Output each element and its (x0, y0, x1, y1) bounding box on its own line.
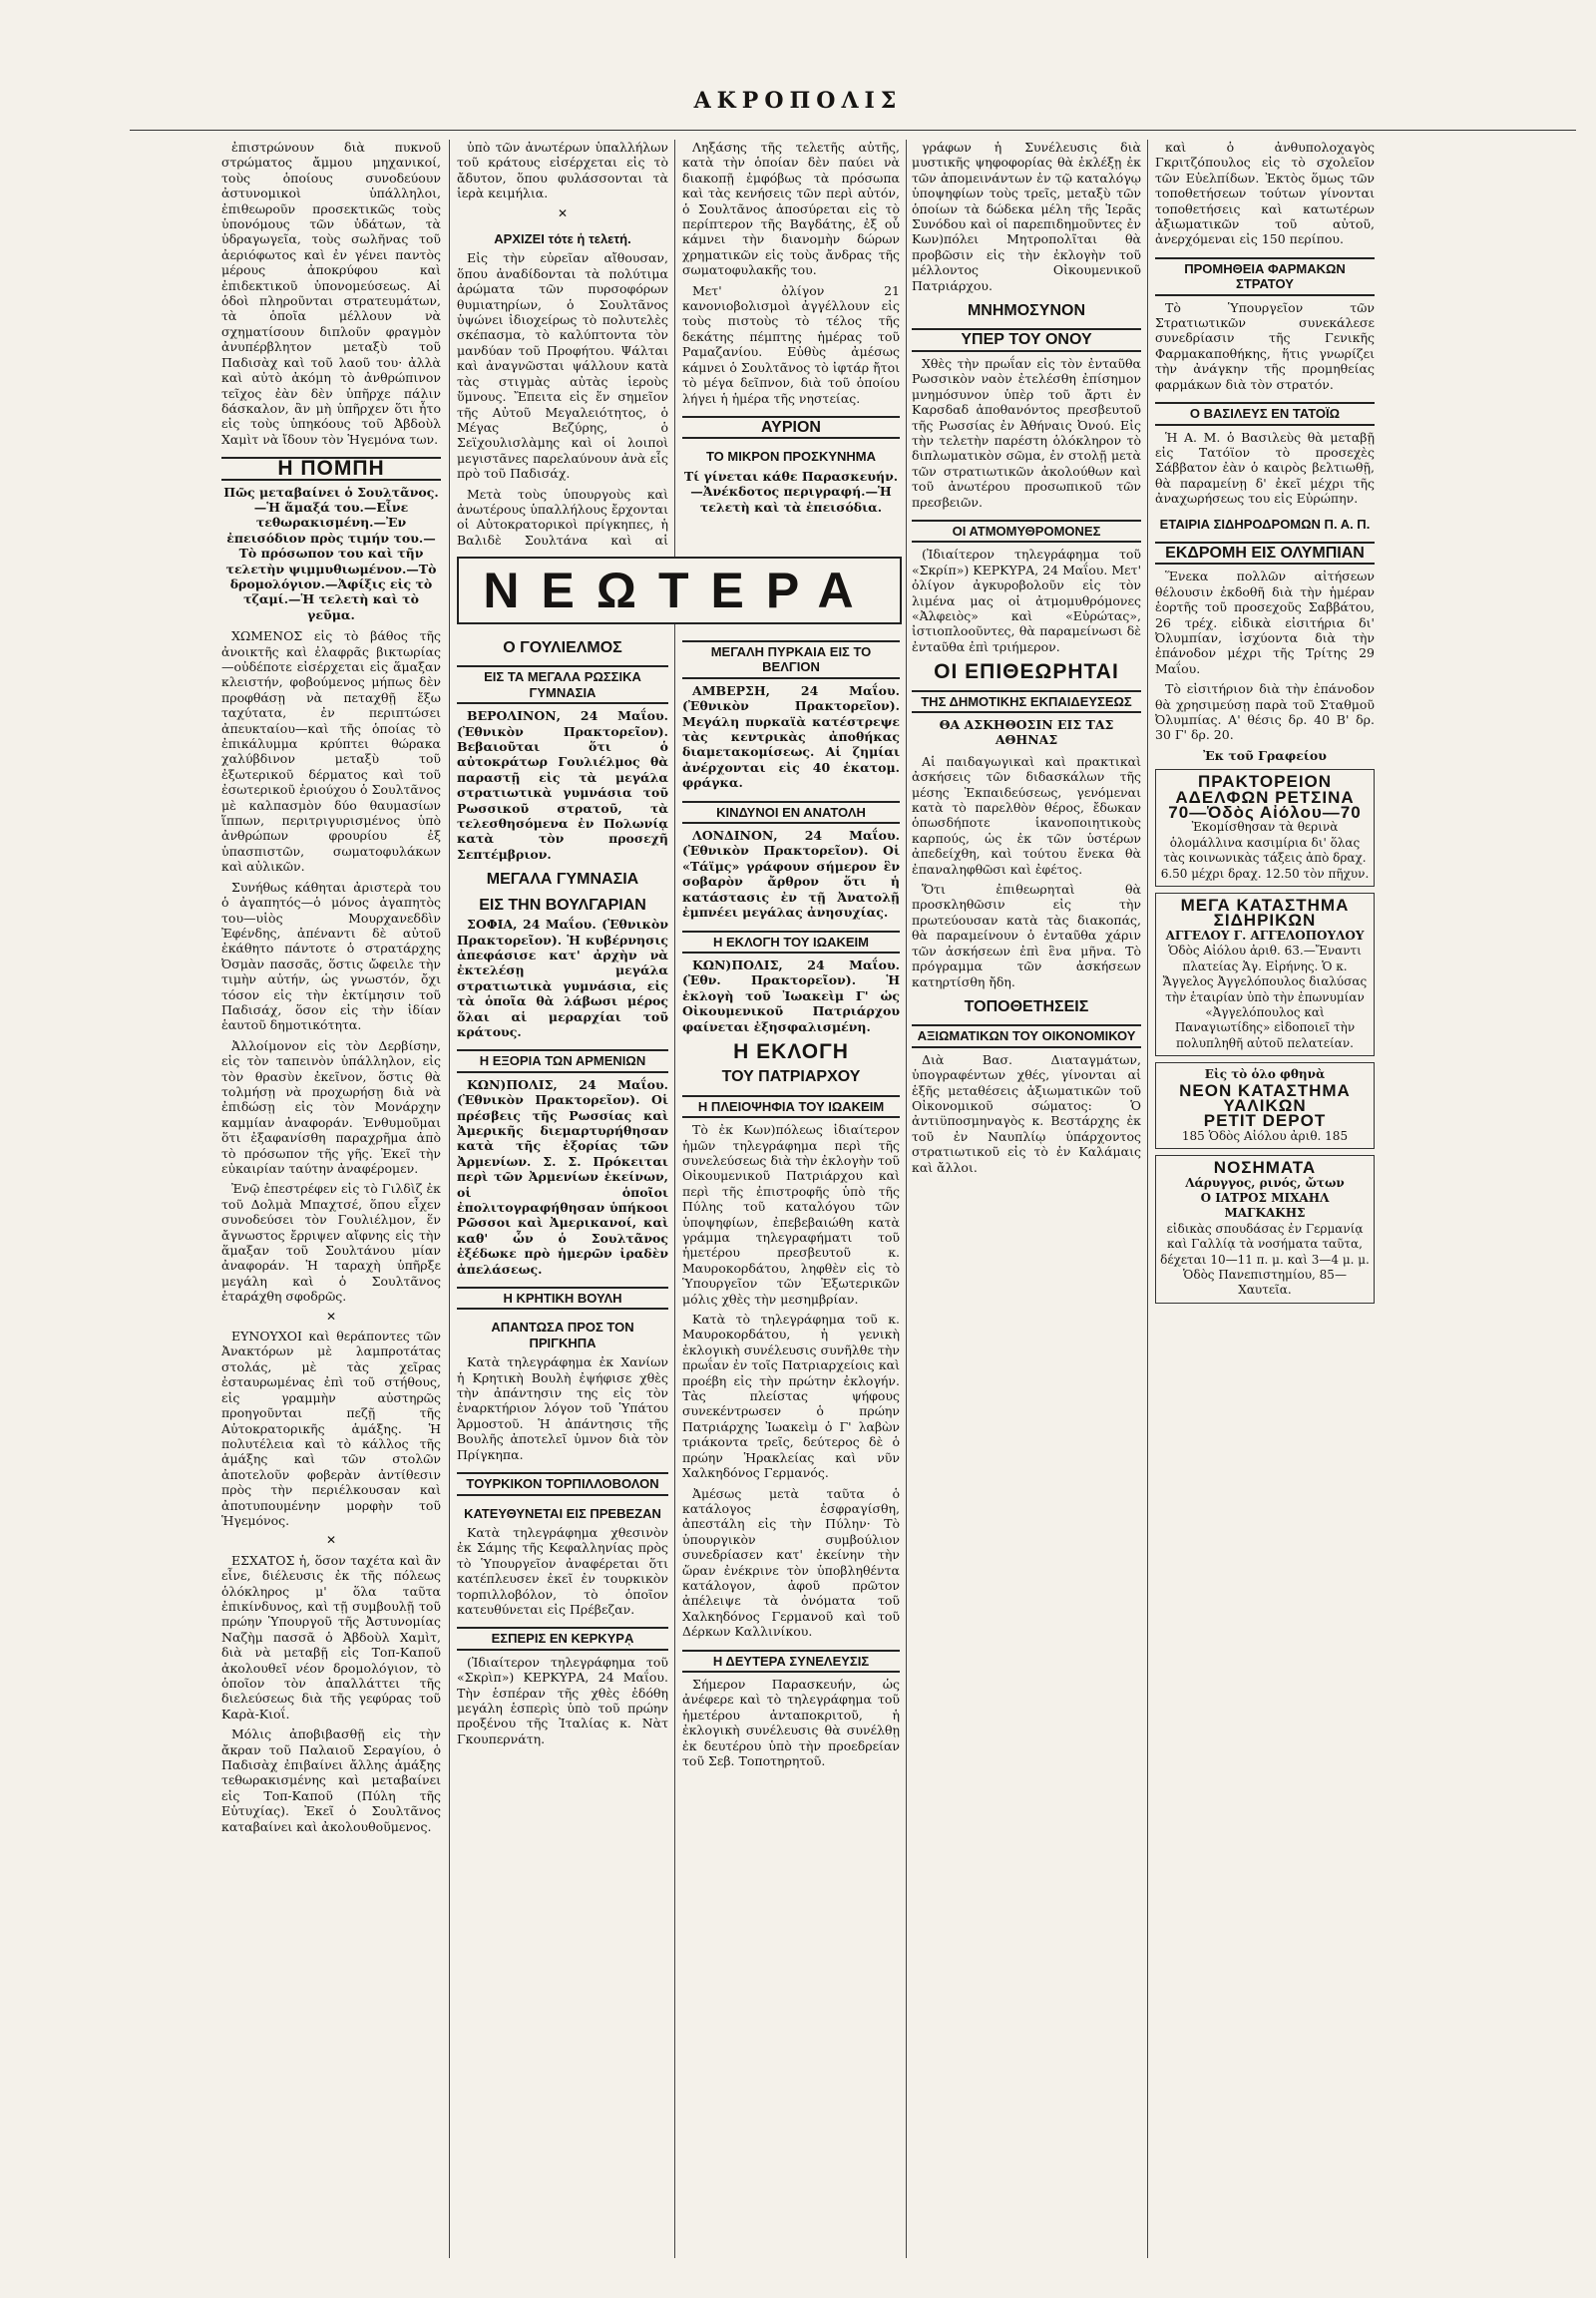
column-4 (912, 140, 1141, 2258)
paragraph: ὑπὸ τῶν ἀνωτέρων ὑπαλλήλων τοῦ κράτους εἰσέρχεται εἰς τὸ ἄδυτον, ὅπου φυλάσσονται τὰ ἱερὰ κειμήλια. (457, 140, 668, 201)
news-body: ΣΟΦΙΑ, 24 Μαΐου. (Ἐθνικὸν Πρακτορεῖον). Ἡ κυβέρνησις ἀπεφάσισε κατ' ἀρχὴν νὰ ἐκτελέσῃ μεγάλα στρατιωτικὰ γυμνάσια, εἰς τὰ ὁποῖα θὰ λάβωσι μέρος ὅλαι αἱ μεραρχίαι τοῦ κράτους. (457, 917, 668, 1039)
paragraph: ΕΥΝΟΥΧΟΙ καὶ θεράποντες τῶν Ἀνακτόρων μὲ λαμπροτάτας στολάς, μὲ τὰς χεῖρας ἐσταυρωμένας ἐπὶ τοῦ στήθους, εἰς γραμμὴν αὐστηρῶς προηγοῦνται πεζῇ τῆς Αὐτοκρατορικῆς ἁμάξης. Ἡ πολυτέλεια καὶ τὸ κάλλος τῆς ἁμάξης καὶ τῶν στολῶν ἀποτελοῦν φοβερὰν ἀντίθεσιν πρὸς τὴν περιέλκουσαν καὶ ἀποτυπουμένην μορφὴν τοῦ Ἡγεμόνος. (221, 1329, 441, 1528)
paragraph: γράφων ἡ Συνέλευσις διὰ μυστικῆς ψηφοφορίας θὰ ἐκλέξῃ ἐκ τῶν ἀπομεινάντων ἐν τῷ καταλόγῳ ὑποψηφίων τοὺς τρεῖς, μεταξὺ τῶν ὁποίων τὰ δώδεκα μέλη τῆς Ἱερᾶς Συνόδου καὶ οἱ παρεπιδημοῦντες ἐν Κων)πόλει Μητροπολῖται θὰ προβῶσιν εἰς τὴν ἐκλογὴν τοῦ μέλλοντος Οἰκουμενικοῦ Πατριάρχου. (912, 140, 1141, 293)
news-title: Η ΔΕΥΤΕΡΑ ΣΥΝΕΛΕΥΣΙΣ (682, 1650, 900, 1673)
news-title: Ο ΓΟΥΛΙΕΛΜΟΣ (503, 639, 622, 656)
column-3-news (682, 630, 900, 2258)
news-title: Η ΕΞΟΡΙΑ ΤΩΝ ΑΡΜΕΝΙΩΝ (457, 1049, 668, 1072)
separator-mark: ✕ (325, 1533, 337, 1548)
news-title: ΜΕΓΑΛΑ ΓΥΜΝΑΣΙΑ (486, 871, 639, 889)
paragraph: Μόλις ἀποβιβασθῇ εἰς τὴν ἄκραν τοῦ Παλαιοῦ Σεραγίου, ὁ Παδισὰχ ἐπιβαίνει ἄλλης ἁμάξης τεθωρακισμένης καὶ μεταβαίνει εἰς Τοπ-Καποῦ (Πύλη τῆς Εὐτυχίας). Ἐκεῖ ὁ Σουλτᾶνος καταβαίνει καὶ ἀκολουθοῦμενος. (221, 1726, 441, 1834)
column-3-top (682, 140, 900, 549)
news-body: (Ἰδιαίτερον τηλεγράφημα τοῦ «Σκρὶπ») ΚΕΡΚΥΡΑ, 24 Μαΐου. Τὴν ἑσπέραν τῆς χθὲς ἐδόθη μεγάλη ἑσπερὶς ὑπὸ τοῦ πρώην προξένου τῆς Ἰταλίας κ. Νὰτ Γκουπερνάτη. (457, 1654, 668, 1746)
section-heading: ΟΙ ΕΠΙΘΕΩΡΗΤΑΙ (934, 660, 1119, 684)
paragraph: Αἱ παιδαγωγικαὶ καὶ πρακτικαὶ ἀσκήσεις τῶν διδασκάλων τῆς μέσης Ἐκπαιδεύσεως, γενόμεναι κατὰ τὸ παρελθὸν θέρος, ἔδωκαν ὁπωσδήποτε ἱκανοποιητικοὺς καρπούς, ὡς ἐκ τῶν ὑστέρων ἀπεδείχθη, καὶ τούτου ἕνεκα θὰ ἐπαναληφθῶσι καὶ ἐφέτος. (912, 753, 1141, 877)
column-rule (906, 140, 907, 2258)
advertisement (1155, 1062, 1375, 1149)
paragraph: Χθὲς τὴν πρωΐαν εἰς τὸν ἐνταῦθα Ρωσσικὸν ναὸν ἐτελέσθη ἐπίσημον μνημόσυνον ὑπὲρ τοῦ ἄρτι ἐν Καρσδαδ ἀποθανόντος πρεσβευτοῦ τῆς Ρωσσίας ἐν Ἀθήναις Ὀνού. Εἰς τὴν τελετὴν παρέστη ὁλόκληρον τὸ διπλωματικὸν σῶμα, ἐν στολῇ μετὰ τῶν στρατιωτικῶν ἀκολούθων καὶ τοῦ ἀνωτέρου προσωπικοῦ τῶν πρεσβειῶν. (912, 355, 1141, 510)
ad-tagline: Εἰς τὸ ὁλο φθηνὰ (1204, 1067, 1326, 1082)
news-subtitle: ΚΑΤΕΥΘΥΝΕΤΑΙ ΕΙΣ ΠΡΕΒΕΖΑΝ (464, 1505, 661, 1521)
advertisement (1155, 1155, 1375, 1304)
news-body: Ἀμέσως μετὰ ταῦτα ὁ κατάλογος ἐσφραγίσθη, ἀπεστάλη εἰς τὴν Πύλην· Τὸ ὑπουργικὸν συμβούλιον συνεδρίασεν κατ' ἐκείνην τὴν ὥραν ἐνέκρινε τὸν ὑποβληθέντα κατάλογον, ἀφοῦ πρῶτον ἀπέλειψε τὰ ὀνόματα τοῦ Χαλκηδόνος Γερμανοῦ καὶ τοῦ Δέρκων Καλλινίκου. (682, 1485, 900, 1640)
separator-mark: ✕ (557, 205, 569, 220)
ad-brand: PETIT DEPOT (1203, 1111, 1327, 1131)
news-title: ΕΣΠΕΡΙΣ ΕΝ ΚΕΡΚΥΡᾼ (457, 1627, 668, 1650)
section-heading: ΤΟΠΟΘΕΤΗΣΕΙΣ (964, 997, 1089, 1015)
paragraph: καὶ ὁ ἀνθυπολοχαγὸς Γκριτζόπουλος εἰς τὸ σχολεῖον τῶν Εὐελπίδων. Ἐκτὸς ὅμως τῶν τοποθετήσεων τούτων γίνονται τοποθετήσεις καὶ κατωτέρων ἀξιωματικῶν τοῦ αὐτοῦ, ἀνερχόμεναι εἰς 150 περίπου. (1155, 140, 1375, 247)
section-heading: Η ΠΟΜΠΗ (221, 457, 441, 480)
paragraph: Συνήθως κάθηται ἀριστερὰ του ὁ ἀγαπητός—ὁ μόνος ἀγαπητὸς του—υἱὸς Μουρχανεδδὶν Ἐφένδης, ἀπέναντι δὲ αὐτοῦ ἐκάθητο πάντοτε ὁ στρατάρχης Ὀσμὰν πασσᾶς, ὅστις ὤφειλε τὴν τιμὴν αὐτήν, ὡς γνωστόν, ὄχι τόσον εἰς τὴν ἐκτίμησιν τοῦ Παδισάχ, ὅσον εἰς τὴν ἰδίαν ἑαυτοῦ δημοτικότητα. (221, 879, 441, 1033)
paragraph: Μετὰ τοὺς ὑπουργοὺς καὶ ἀνωτέρους ὑπαλλήλους ἔρχονται οἱ Αὐτοκρατορικοὶ πρίγκηπες, ἡ Βαλιδὲ Σουλτάνα καὶ αἱ (457, 486, 668, 548)
section-subheading: ΑΞΙΩΜΑΤΙΚΩΝ ΤΟΥ ΟΙΚΟΝΟΜΙΚΟΥ (912, 1024, 1141, 1047)
ad-address: 185 Ὁδὸς Αἰόλου ἀριθ. 185 (1181, 1128, 1349, 1143)
section-heading: ΕΤΑΙΡΙΑ ΣΙΔΗΡΟΔΡΟΜΩΝ Π. Α. Π. (1159, 516, 1371, 532)
section-heading: ΑΥΡΙΟΝ (682, 416, 900, 439)
news-title: Η ΚΡΗΤΙΚΗ ΒΟΥΛΗ (457, 1287, 668, 1310)
paragraph: Ἀλλοίμονον εἰς τὸν Δερβίσην, εἰς τὸν ταπεινὸν ὑπάλληλον, εἰς τὸν θρασὺν ἐκεῖνον, ὅστις θὰ τολμήσῃ νὰ προχωρήσῃ διὰ νὰ ἐπιδώσῃ εἰς τὸν Μονάρχην καμμίαν ἀναφοράν. Ἐνθυμοῦμαι ὅτι ἐξαφανίσθη παραχρῆμα ἀπὸ τὸ πρόσωπον τῆς γῆς. Ἐκεῖ τὴν εὐκαιρίαν ταύτην ἀναφέρομεν. (221, 1037, 441, 1176)
news-title: Η ΕΚΛΟΓΗ ΤΟΥ ΙΩΑΚΕΙΜ (682, 931, 900, 954)
section-heading: Ο ΒΑΣΙΛΕΥΣ ΕΝ ΤΑΤΟΪΩ (1155, 402, 1375, 425)
paragraph: Ἐνῷ ἐπεστρέφεν εἰς τὸ Γιλδὶζ ἐκ τοῦ Δολμὰ Μπαχτσέ, ὅπου εἶχεν συνοδεύσει τὸν Γουλιέλμον, ἕν ἄγνωστος ἔρριψεν αἴφνης εἰς τὴν ἅμαξαν τοῦ Σουλτάνου μίαν ἀναφοράν. Ἡ ταραχὴ ὑπῆρξε μεγάλη καὶ ὁ Σουλτᾶνος ἐταράχθη σφοδρῶς. (221, 1181, 441, 1305)
advertisement (1155, 769, 1375, 887)
news-body: Κατὰ τηλεγράφημα ἐκ Χανίων ἡ Κρητικὴ Βουλὴ ἐψήφισε χθὲς τὴν ἀπάντησιν της εἰς τὸν ἐναρκτήριον λόγον τοῦ Ὑπάτου Ἁρμοστοῦ. Ἡ ἀπάντησις τῆς Βουλῆς ἀποτελεῖ ὑμνον διὰ τὸν Πρίγκηπα. (457, 1354, 668, 1462)
ad-body: εἰδικὰς σπουδάσας ἐν Γερμανίᾳ καὶ Γαλλίᾳ τὰ νοσήματα ταῦτα, δέχεται 10—11 π. μ. καὶ 3—4 μ. μ. Ὁδὸς Πανεπιστημίου, 85—Χαυτεῖα. (1160, 1221, 1370, 1298)
news-title: ΤΟΥΡΚΙΚΟΝ ΤΟΡΠΙΛΛΟΒΟΛΟΝ (457, 1472, 668, 1495)
ad-title: ΝΟΣΗΜΑΤΑ (1213, 1158, 1317, 1178)
paragraph: ΧΩΜΕΝΟΣ εἰς τὸ βάθος τῆς ἀνοικτῆς καὶ ἐλαφρᾶς βικτωρίας—οὐδέποτε εἰσέρχεται εἰς ἅμαξαν κλειστήν, φοβούμενος μήπως δὲν προφθάσῃ νὰ πεταχθῇ ἔξω ταχύτατα, ἐν περιπτώσει ἀπευκταίου—καὶ τῆς ὁποίας τὸ ἐπικάλυμμα κρύπτει θώρακα χαλύβδινον μεταξὺ τοῦ ἐξωτερικοῦ δέρματος καὶ τοῦ ἐσωτερικοῦ ἐριούχου ὁ Σουλτᾶνος μὲ καλπασμὸν δύο θαυμασίων ἵππων, περιτριγυρισμένος ὑπὸ ἀνθρώπων φρουρίου ἐξ ὑπασπιστῶν, σωματοφυλάκων καὶ αὐλικῶν. (221, 628, 441, 875)
signature: Ἐκ τοῦ Γραφείου (1203, 747, 1327, 763)
news-body: ΑΜΒΕΡΣΗ, 24 Μαΐου. (Ἐθνικὸν Πρακτορεῖον). Μεγάλη πυρκαϊὰ κατέστρεψε τὰς κεντρικὰς ἀποθήκας διαμετακομίσεως. Αἱ ζημίαι ἀνέρχονται εἰς 40 ἑκατομ. φράγκα. (682, 682, 900, 791)
news-body: Τὸ ἐκ Κων)πόλεως ἰδιαίτερον ἡμῶν τηλεγράφημα περὶ τῆς συνελεύσεως διὰ τὴν ἐκλογὴν τοῦ Οἰκουμενικοῦ Πατριάρχου καὶ περὶ τῆς ἐπιστροφῆς ὑπὸ τῆς Πύλης τοῦ καταλόγου τῶν ὑποψηφίων, ἐπεβεβαιώθη κατὰ γράμμα τηλεγραφήματι τοῦ ἡμετέρου πρεσβευτοῦ κ. Μαυροκορδάτου, ληφθὲν εἰς τὸ Ὑπουργεῖον τῶν Ἐξωτερικῶν μόλις χθὲς τὴν μεσημβρίαν. (682, 1122, 900, 1307)
section-subheading: Τί γίνεται κάθε Παρασκευήν.—Ἀνέκδοτος περιγραφή.—Ἡ τελετὴ καὶ τὰ ἐπεισόδια. (683, 468, 899, 515)
paragraph: Τὸ εἰσιτήριον διὰ τὴν ἐπάνοδον θὰ χρησιμεύσῃ παρὰ τοῦ Σταθμοῦ Ὀλυμπίας. Α' θέσις δρ. 40 Β' δρ. 30 Γ' δρ. 20. (1155, 681, 1375, 743)
paragraph: Ἡ Α. Μ. ὁ Βασιλεὺς θὰ μεταβῇ εἰς Τατόϊον τὸ προσεχὲς Σάββατον ἐὰν ὁ καιρὸς βελτιωθῇ, θὰ παραμείνῃ δ' ἐκεῖ μέχρι τῆς ἀναχωρήσεως του εἰς Εὐρώπην. (1155, 429, 1375, 507)
paragraph: Διὰ Βασ. Διαταγμάτων, ὑπογραφέντων χθές, γίνονται αἱ ἑξῆς μεταθέσεις ἀξιωματικῶν τοῦ Οἰκονομικοῦ σώματος: Ὁ ἀντιϋποσμηναγὸς κ. Βεστάρχης ἐκ τοῦ ἐν Ναυπλίῳ ὑπάρχοντος στρατιωτικοῦ εἰς τὸ ἐν Καλάμαις καὶ ἄλλοι. (912, 1051, 1141, 1175)
paragraph: (Ἰδιαίτερον τηλεγράφημα τοῦ «Σκρίπ») ΚΕΡΚΥΡΑ, 24 Μαΐου. Μετ' ὀλίγον ἀγκυροβολοῦν εἰς τὸν λιμένα μας οἱ ἀτμομυθρόμονες «Ἀλφειὸς» καὶ «Εὐρώτας», ἰστιοπλοοῦντες, θὰ παραμείνωσι δὲ ἐνταῦθα ἐπὶ τριήμερον. (912, 547, 1141, 654)
paragraph: Ληξάσης τῆς τελετῆς αὐτῆς, κατὰ τὴν ὁποίαν δὲν παύει νὰ διακοπῇ ἐμφόβως τὰ πρόσωπα καὶ τὰς κενήσεις τῶν περὶ αὐτόν, ὁ Σουλτᾶνος ἀποσύρεται εἰς τὸ περίπτερον τῆς Βαγδάτης, ἐξ οὗ κάμνει τὴν διανομὴν δώρων χρηματικῶν εἰς τοὺς ἄνδρας τῆς σωματοφυλακῆς του. (682, 140, 900, 278)
paragraph: Ἕνεκα πολλῶν αἰτήσεων θέλουσιν ἐκδοθῆ διὰ τὴν ἡμέραν ἑορτῆς τοῦ προσεχοῦς Σαββάτου, 26 τρέχ. εἰδικὰ εἰσιτήρια δι' Ὀλυμπίαν, ἰσχύοντα διὰ τὴν ἐπάνοδον μέχρι τῆς Τρίτης 29 Μαΐου. (1155, 569, 1375, 676)
ad-address: 70—Ὁδὸς Αἰόλου—70 (1168, 803, 1362, 823)
column-2-news (457, 630, 668, 2258)
news-title: ΜΕΓΑΛΗ ΠΥΡΚΑΙΑ ΕΙΣ ΤΟ ΒΕΛΓΙΟΝ (682, 640, 900, 679)
section-subheading: ΤΗΣ ΔΗΜΟΤΙΚΗΣ ΕΚΠΑΙΔΕΥΣΕΩΣ (912, 690, 1141, 713)
section-heading: ΑΡΧΙΖΕΙ τότε ἡ τελετή. (494, 231, 631, 247)
section-subheading: ΤΟ ΜΙΚΡΟΝ ΠΡΟΣΚΥΝΗΜΑ (705, 449, 877, 465)
ad-title: ΜΕΓΑ ΚΑΤΑΣΤΗΜΑ ΣΙΔΗΡΙΚΩΝ (1180, 896, 1350, 931)
news-title: ΚΙΝΔΥΝΟΙ ΕΝ ΑΝΑΤΟΛΗ (682, 801, 900, 824)
column-rule (674, 140, 675, 2258)
column-5 (1155, 140, 1375, 2258)
news-body: Κατὰ τὸ τηλεγράφημα τοῦ κ. Μαυροκορδάτου, ἡ γενικὴ ἐκλογικὴ συνέλευσις συνῆλθε τὴν πρωΐαν ἐν τοῖς Πατριαρχείοις καὶ προέβη εἰς τὴν πρώτην ἐκλογήν. Τὰς πλείστας ψήφους συνεκέντρωσεν ὁ πρώην Πατριάρχης Ἰωακεὶμ ὁ Γ' λαβὼν τριάκοντα τρεῖς, δεύτερος δὲ ὁ πρώην Ἡρακλείας καὶ νῦν Χαλκηδόνος Γερμανός. (682, 1312, 900, 1481)
news-body: Σήμερον Παρασκευήν, ὡς ἀνέφερε καὶ τὸ τηλεγράφημα τοῦ ἡμετέρου ἀνταποκριτοῦ, ἡ ἐκλογικὴ συνέλευσις θὰ συνέλθῃ ἐκ δευτέρου ὑπὸ τὴν προεδρείαν τοῦ Σεβ. Τοποτηρητοῦ. (682, 1676, 900, 1768)
section-subheading: ΥΠΕΡ ΤΟΥ ΟΝΟΥ (912, 328, 1141, 351)
paragraph: Τὸ Ὑπουργεῖον τῶν Στρατιωτικῶν συνεκάλεσε συνεδρίασιν τῆς Γενικῆς Φαρμακαποθήκης, ἥτις γνωρίζει τὴν ἀνάγκην τῆς προμηθείας φαρμάκων διὰ τὸν στρατόν. (1155, 299, 1375, 392)
news-body: ΚΩΝ)ΠΟΛΙΣ, 24 Μαΐου. (Ἐθνικὸν Πρακτορεῖον). Οἱ πρέσβεις τῆς Ρωσσίας καὶ Ἀμερικῆς διεμαρτυρήθησαν κατὰ τῆς ἐξορίας τῶν Ἀρμενίων. Σ. Σ. Πρόκειται περὶ τῶν Ἀρμενίων ἐκείνων, οἱ ὁποῖοι ἐπολιτογραφήθησαν ὑπήκοοι Ρῶσσοι καὶ Ἀμερικανοί, καὶ καθ' ὧν ὁ Σουλτᾶνος ἐξέδωκε πρὸ ἡμερῶν ἰραδὲν ἀπελάσεως. (457, 1076, 668, 1277)
paragraph: ἐπιστρώνουν διὰ πυκνοῦ στρώματος ἄμμου μηχανικοί, τοὺς ὁποίους συνοδεύουν ἀστυνομικοὶ ὑπάλληλοι, ἐπιθεωροῦν προσεκτικῶς τοὺς ὑπονόμους τῶν ὑδάτων, τὰ ὑδραγωγεῖα, τοὺς σωλῆνας τοῦ ἀεριόφωτος καὶ ἐν γένει παντὸς μέρους ἀποκρύφου καὶ ἐπιδεκτικοῦ ὑπονομεύσεως. Αἱ ὁδοὶ πληροῦνται στρατευμάτων, τὰ ὁποῖα μέλλουν νὰ σχηματίσουν διπλοῦν φραγμὸν ἀνυπέρβλητον μεταξὺ τοῦ Παδισὰχ καὶ τοῦ λαοῦ του· ἀλλὰ καὶ αὐτὸ ἀκόμη τὸ ἀνθρώπινον τεῖχος ἐὰν δὲν ὑπῆρχε πάλιν δάσκαλον, ἂν μὴ ὑπῆρχεν ὅτι ἦτο εἰς τοὺς ὑπηκόους τοῦ Ἀβδοὺλ Χαμὶτ νὰ ἴδουν τὸν Ἡγεμόνα των. (221, 140, 441, 447)
news-subtitle: ΕΙΣ ΤΑ ΜΕΓΑΛΑ ΡΩΣΣΙΚΑ ΓΥΜΝΑΣΙΑ (457, 665, 668, 704)
section-subheading: Πῶς μεταβαίνει ὁ Σουλτᾶνος.—Ἡ ἅμαξά του.—Εἶνε τεθωρακισμένη.—Ἐν ἐπεισόδιον πρὸς τιμήν του.—Τὸ πρόσωπον του καὶ τῆν τελετὴν ψιμμυθιωμένον.—Τὸ δρομολόγιον.—Ἀφίξις εἰς τὸ τζαμί.—Ἡ τελετὴ καὶ τὸ γεῦμα. (223, 484, 439, 622)
news-subtitle: ΕΙΣ ΤΗΝ ΒΟΥΛΓΑΡΙΑΝ (479, 896, 646, 914)
separator-mark: ✕ (325, 1309, 337, 1324)
masthead: ΑΚΡΟΠΟΛΙΣ (693, 88, 903, 114)
ad-subtitle: Λάρυγγος, ρινός, ὤτων (1185, 1175, 1345, 1190)
paragraph: Μετ' ὀλίγον 21 κανονιοβολισμοὶ ἀγγέλλουν εἰς τοὺς πιστοὺς τὸ τέλος τῆς δεκάτης πέμπτης ἡμέρας τοῦ Ραμαζανίου. Εὐθὺς ἀμέσως κάμνει ὁ Σουλτᾶνος τὸ ἰφτάρ ἤτοι τὸ μέγα δεῖπνον, διὰ τοῦ ὁποίου λήγει ἡ ἡμέρα τῆς νηστείας. (682, 282, 900, 406)
news-body: ΚΩΝ)ΠΟΛΙΣ, 24 Μαΐου. (Ἐθν. Πρακτορεῖον). Ἡ ἐκλογὴ τοῦ Ἰωακεὶμ Γ' ὡς Οἰκουμενικοῦ Πατριάρχου φαίνεται ἐξησφαλισμένη. (682, 957, 900, 1034)
news-subtitle: Η ΠΛΕΙΟΨΗΦΙΑ ΤΟΥ ΙΩΑΚΕΙΜ (682, 1095, 900, 1118)
column-rule (1147, 140, 1148, 2258)
ad-subtitle: ΑΓΓΕΛΟΥ Γ. ΑΓΓΕΛΟΠΟΥΛΟΥ (1165, 928, 1365, 943)
section-subheading: ΘΑ ΑΣΚΗΘΟΣΙΝ ΕΙΣ ΤΑΣ ΑΘΗΝΑΣ (939, 717, 1114, 748)
column-rule (449, 140, 450, 2258)
advertisement (1155, 893, 1375, 1056)
ad-body: Ὁδὸς Αἰόλου ἀριθ. 63.—Ἔναντι πλατείας Ἁγ. Εἰρήνης. Ὁ κ. Ἄγγελος Ἀγγελόπουλος διαλύσας τὴν ἑταιρίαν ὑπὸ τὴν ἐπωνυμίαν «Ἀγγελόπουλος καὶ Παναγιωτίδης» εἰδοποιεῖ τὴν πολυπληθῆ αὐτοῦ πελατείαν. (1162, 944, 1368, 1050)
ad-name: Ο ΙΑΤΡΟΣ ΜΙΧΑΗΛ ΜΑΓΚΑΚΗΣ (1200, 1190, 1330, 1221)
column-2-top (457, 140, 668, 549)
news-subtitle: ΑΠΑΝΤΩΣΑ ΠΡΟΣ ΤΟΝ ΠΡΙΓΚΗΠΑ (491, 1320, 634, 1350)
paragraph: ΕΣΧΑΤΟΣ ἡ, ὅσον ταχέτα καὶ ἂν εἶνε, διέλευσις ἐκ τῆς πόλεως ὁλόκληρος μ' ὅλα ταῦτα ἐπικίνδυνος, καὶ τῇ συμβουλῇ τοῦ πρώην Ὑπουργοῦ τῆς Ἀστυνομίας Ναζὴμ πασσᾶ ὁ Ἀβδοὺλ Χαμὶτ, διὰ νὰ μεταβῇ εἰς Τοπ-Καποῦ ἀκολουθεῖ νέον δρομολόγιον, τὸ ὁποῖον τὸν ἀπαλλάττει τῆς διελεύσεως διὰ τῆς γεφύρας τοῦ Καρὰ-Κιοΐ. (221, 1552, 441, 1722)
section-heading: ΟΙ ΑΤΜΟΜΥΘΡΟΜΟΝΕΣ (912, 520, 1141, 543)
news-body: ΒΕΡΟΛΙΝΟΝ, 24 Μαΐου. (Ἐθνικὸν Πρακτορεῖον). Βεβαιοῦται ὅτι ὁ αὐτοκράτωρ Γουλιέλμος θὰ παραστῇ εἰς τὰ μεγάλα στρατιωτικὰ γυμνάσια τοῦ Ρωσσικοῦ στρατοῦ, τὰ τελεσθησόμενα ἐν Πολωνίᾳ κατὰ τὸν προσεχῆ Σεπτέμβριον. (457, 708, 668, 862)
ad-title: ΝΕΟΝ ΚΑΤΑΣΤΗΜΑ ΥΑΛΙΚΩΝ (1179, 1080, 1351, 1115)
section-subheading: ΕΚΔΡΟΜΗ ΕΙΣ ΟΛΥΜΠΙΑΝ (1155, 542, 1375, 565)
news-body: ΛΟΝΔΙΝΟΝ, 24 Μαΐου. (Ἐθνικὸν Πρακτορεῖον). Οἱ «Τάϊμς» γράφουν σήμερον ἓν σοβαρὸν ἄρθρον ὅτι ἡ κατάστασις ἐν τῇ Ἀνατολῇ ἐμπνέει μεγάλας ἀνησυχίας. (682, 828, 900, 921)
ad-body: Ἐκομίσθησαν τὰ θερινὰ ὁλομάλλινα κασιμίρια δι' ὅλας τὰς κοινωνικὰς τάξεις ἀπὸ δραχ. 6.50 μέχρι δραχ. 12.50 τὸν πῆχυν. (1160, 820, 1370, 881)
column-1 (221, 140, 441, 2258)
section-heading: ΜΝΗΜΟΣΥΝΟΝ (967, 302, 1086, 320)
paragraph: Ὅτι ἐπιθεωρηταὶ θὰ προσκληθῶσιν εἰς τὴν πρωτεύουσαν κατὰ τὰς διακοπάς, θὰ παραμείνουν ὁ ἐνταῦθα χάριν τῶν ἀσκήσεων ἐπὶ ἓνα μῆνα. Τὸ πρόγραμμα τῶν ἀσκήσεων κατηρτίσθη ἤδη. (912, 882, 1141, 989)
news-banner: ΝΕΩΤΕΡΑ (457, 557, 902, 624)
paragraph: Εἰς τὴν εὐρεῖαν αἴθουσαν, ὅπου ἀναδίδονται τὰ πολύτιμα ἀρώματα τῶν πυρσοφόρων θυμιατηρίων, ὁ Σουλτᾶνος ὑψώνει ἰδιοχείρως τὸ πολυτελὲς σκέπασμα, τὸ καλύπτοντα τὸν μανδύαν τοῦ Προφήτου. Ψάλται καὶ ἀναγνῶσται ψάλλουν κατὰ τὰς στιγμὰς αὐτὰς ἱεροὺς ὕμνους. Ἔπειτα εἰς ἕν σημεῖον τῆς Αὐτοῦ Μεγαλειότητος, ὁ Μέγας Βεζύρης, ὁ Σεϊχουλισλὰμης καὶ οἱ λοιποὶ μεγιστᾶνες παρελαύνουν ἀνὰ εἷς πρὸ τοῦ Παδισάχ. (457, 250, 668, 482)
news-subtitle: ΤΟΥ ΠΑΤΡΙΑΡΧΟΥ (721, 1068, 861, 1086)
top-rule (130, 130, 1576, 131)
section-heading: ΠΡΟΜΗΘΕΙΑ ΦΑΡΜΑΚΩΝ ΣΤΡΑΤΟΥ (1155, 257, 1375, 296)
news-body: Κατὰ τηλεγράφημα χθεσινὸν ἐκ Σάμης τῆς Κεφαλληνίας πρὸς τὸ Ὑπουργεῖον ἀναφέρεται ὅτι κατέπλευσεν ἐκεῖ ἐν τουρκικὸν τορπιλλοβόλον, τὸ ὁποῖον κατευθύνεται εἰς Πρέβεζαν. (457, 1524, 668, 1617)
news-title: Η ΕΚΛΟΓΗ (733, 1039, 849, 1063)
ad-title: ΠΡΑΚΤΟΡΕΙΟΝ ΑΔΕΛΦΩΝ ΡΕΤΣΙΝΑ (1175, 772, 1355, 807)
